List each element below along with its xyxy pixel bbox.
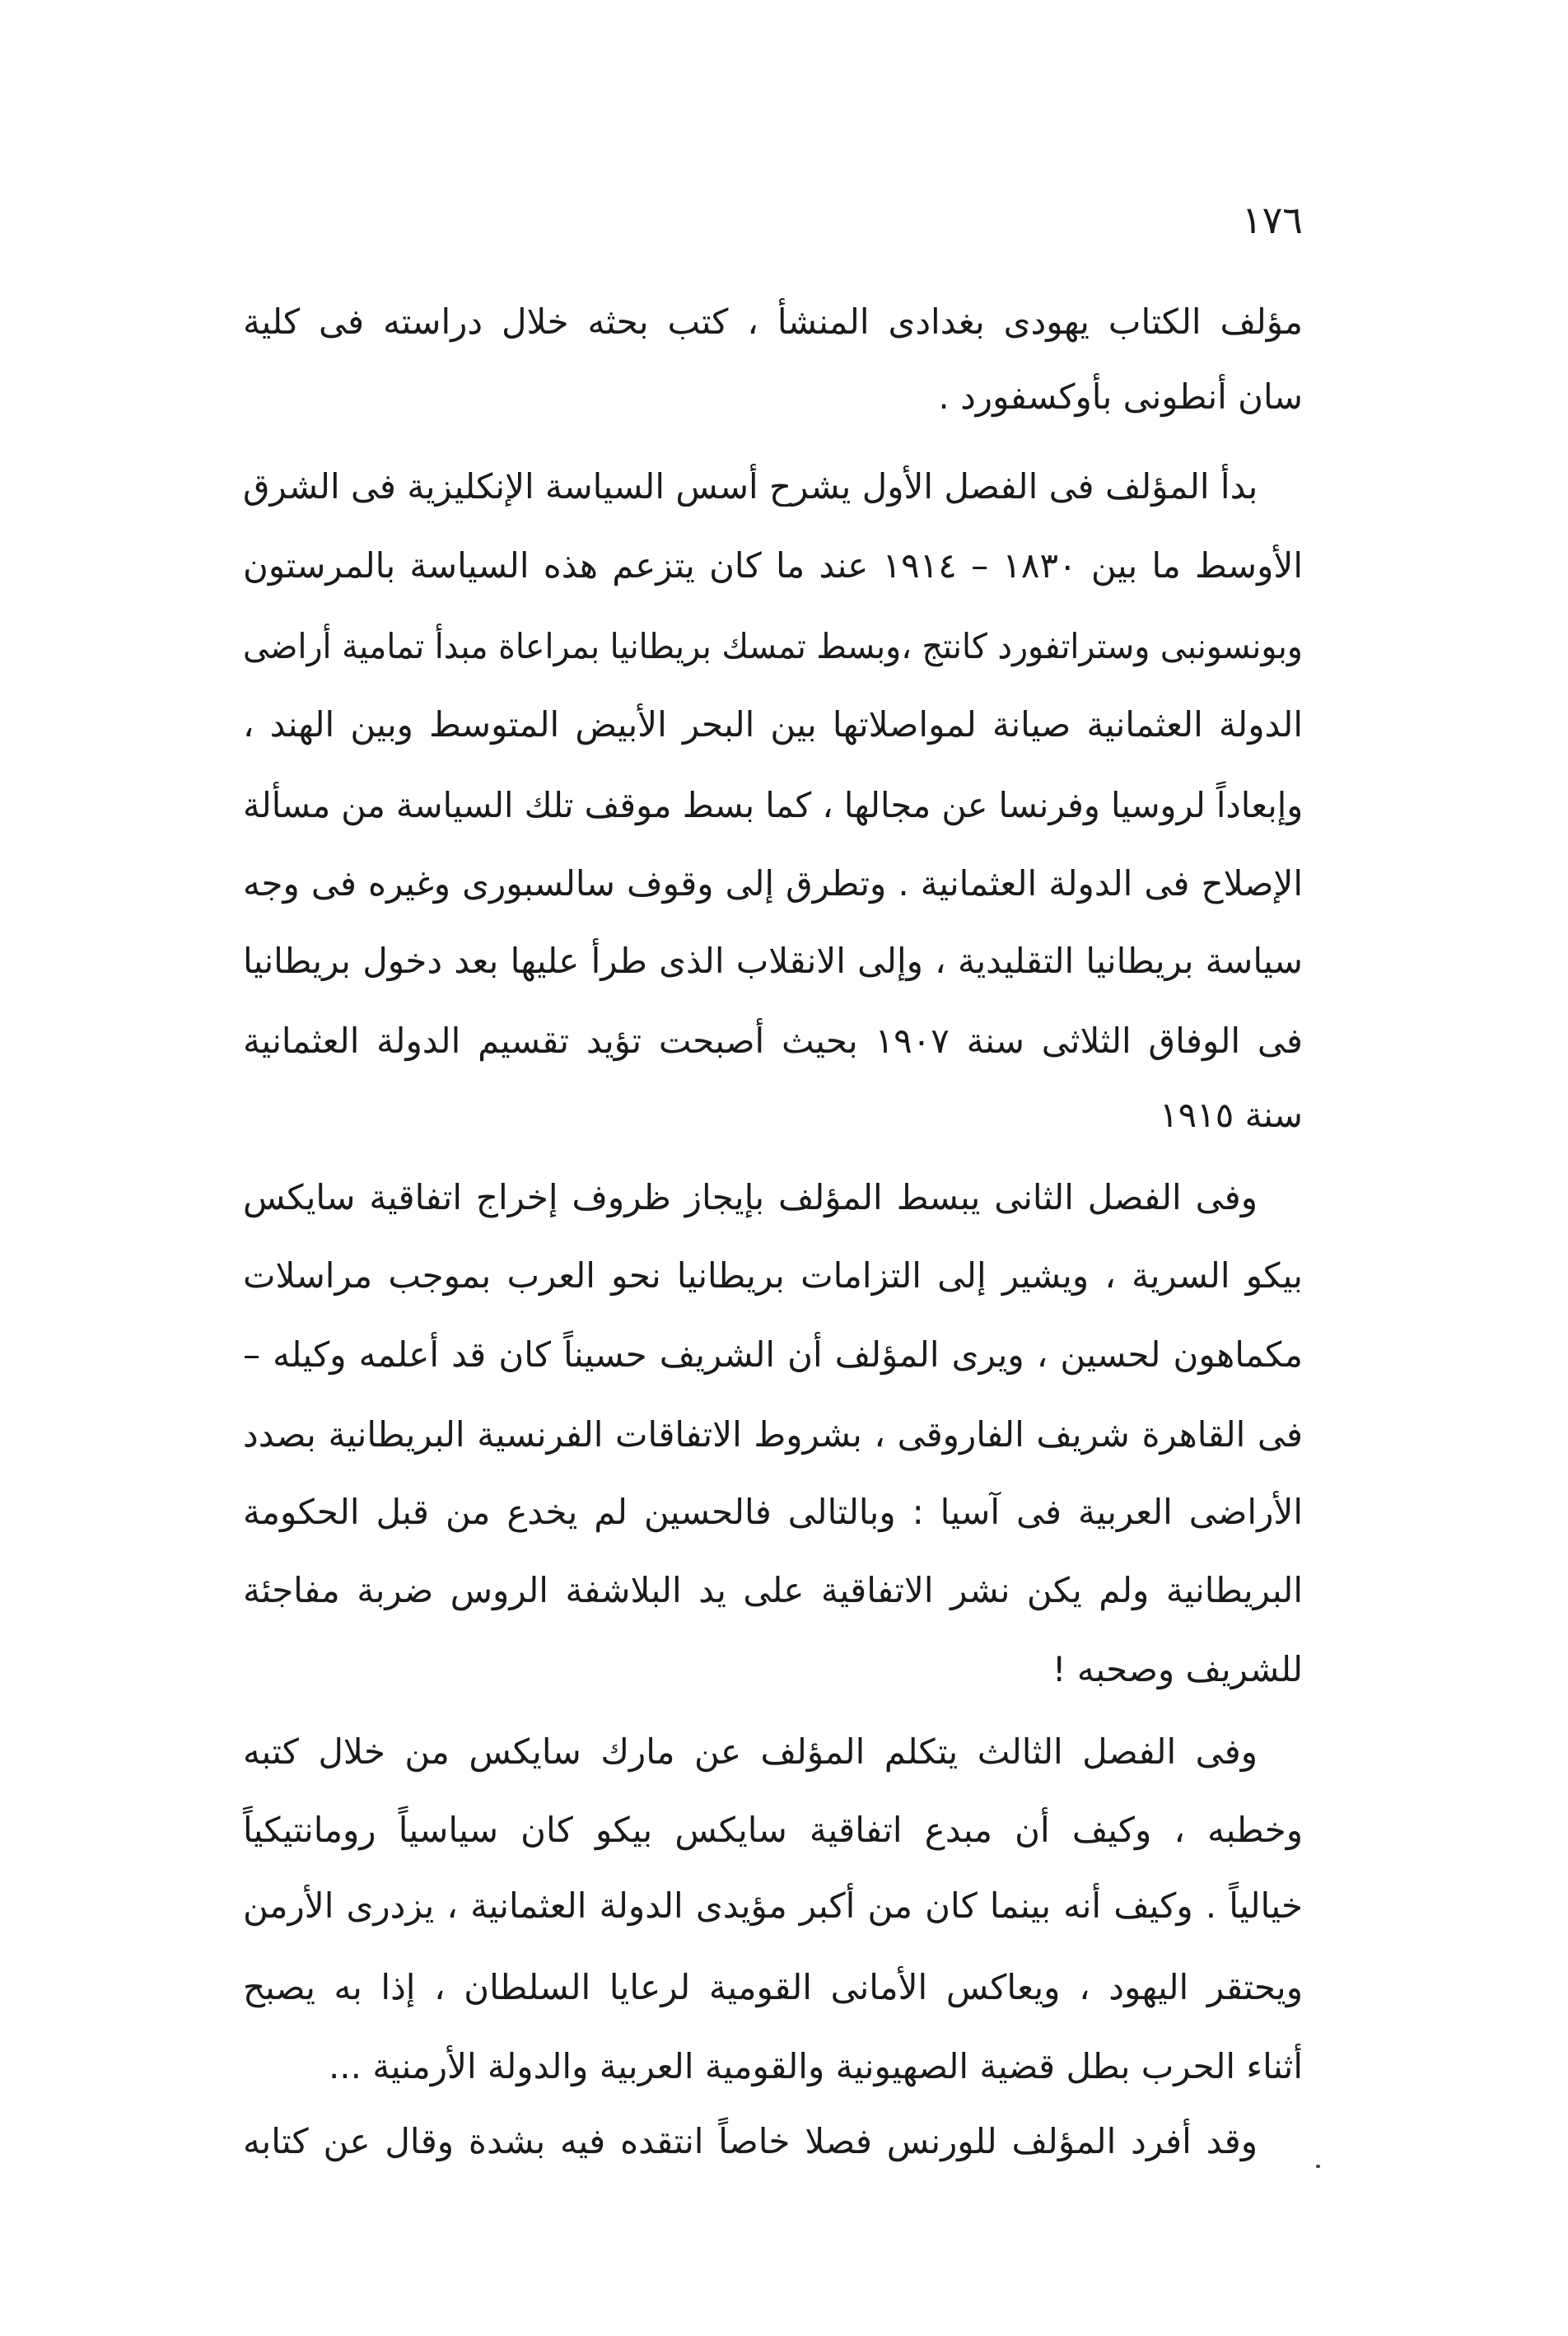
paragraph-1-line bbox=[243, 285, 1303, 359]
line-text: سان أنطونى بأوكسفورد . bbox=[938, 376, 1303, 417]
paragraph-3-line bbox=[243, 1553, 1303, 1628]
paragraph-3-line bbox=[243, 1633, 1303, 1707]
line-text: البريطانية ولم يكن نشر الاتفاقية على يد البلاشفة الروس ضربة مفاجئة bbox=[243, 1570, 1303, 1610]
paragraph-2-line bbox=[243, 1078, 1303, 1152]
line-text: ويحتقر اليهود ، ويعاكس الأمانى القومية لرعايا السلطان ، إذا به يصبح bbox=[243, 1967, 1303, 2007]
paragraph-3-line bbox=[243, 1475, 1303, 1549]
paragraph-3-line bbox=[243, 1161, 1258, 1235]
paragraph-4-line bbox=[243, 2030, 1303, 2104]
paragraph-4-line bbox=[243, 1793, 1303, 1867]
line-text: وفى الفصل الثانى يبسط المؤلف بإيجاز ظروف إخراج اتفاقية سايكس bbox=[243, 1177, 1258, 1217]
line-text: الأوسط ما بين ١٨٣٠ – ١٩١٤ عند ما كان يتزعم هذه السياسة بالمرستون bbox=[243, 545, 1304, 586]
paragraph-4-line bbox=[243, 1951, 1303, 2025]
paragraph-4-line bbox=[243, 1869, 1303, 1943]
paragraph-3-line bbox=[243, 1318, 1303, 1392]
line-text: سنة ١٩١٥ bbox=[1160, 1095, 1303, 1135]
line-text: فى الوفاق الثلاثى سنة ١٩٠٧ بحيث أصبحت تؤيد تقسيم الدولة العثمانية bbox=[243, 1021, 1303, 1061]
paragraph-5-line bbox=[243, 2105, 1258, 2179]
paragraph-3-line bbox=[243, 1398, 1303, 1472]
line-text: للشريف وصحبه ! bbox=[1052, 1649, 1303, 1689]
line-text: أثناء الحرب بطل قضية الصهيونية والقومية العربية والدولة الأرمنية ... bbox=[328, 2046, 1303, 2086]
paragraph-2-line bbox=[243, 924, 1303, 998]
line-text: سياسة بريطانيا التقليدية ، وإلى الانقلاب الذى طرأ عليها بعد دخول بريطانيا bbox=[243, 941, 1303, 981]
paragraph-2-line bbox=[243, 769, 1303, 843]
line-text: خيالياً . وكيف أنه بينما كان من أكبر مؤيدى الدولة العثمانية ، يزدرى الأرمن bbox=[243, 1885, 1303, 1926]
line-text: وخطبه ، وكيف أن مبدع اتفاقية سايكس بيكو كان سياسياً رومانتيكياً bbox=[243, 1810, 1303, 1850]
line-text: فى القاهرة شريف الفاروقى ، بشروط الاتفاقات الفرنسية البريطانية بصدد bbox=[243, 1414, 1303, 1455]
paragraph-2-line bbox=[243, 529, 1303, 603]
line-text: مكماهون لحسين ، ويرى المؤلف أن الشريف حسيناً كان قد أعلمه وكيله – bbox=[243, 1334, 1303, 1375]
paragraph-2-line bbox=[243, 450, 1258, 524]
paragraph-2-line bbox=[243, 688, 1303, 762]
line-text: وإبعاداً لروسيا وفرنسا عن مجالها ، كما بسط موقف تلك السياسة من مسألة bbox=[242, 785, 1303, 825]
line-text: مؤلف الكتاب يهودى بغدادى المنشأ ، كتب بحثه خلال دراسته فى كلية bbox=[243, 301, 1303, 342]
line-text: الدولة العثمانية صيانة لمواصلاتها بين البحر الأبيض المتوسط وبين الهند ، bbox=[243, 704, 1303, 745]
line-text: وقد أفرد المؤلف للورنس فصلا خاصاً انتقده فيه بشدة وقال عن كتابه bbox=[243, 2121, 1258, 2161]
paragraph-3-line bbox=[243, 1239, 1303, 1313]
paragraph-4-line bbox=[243, 1715, 1258, 1789]
paragraph-2-line bbox=[243, 1004, 1303, 1078]
paragraph-2-line bbox=[243, 610, 1303, 684]
line-text: الأراضى العربية فى آسيا : وبالتالى فالحسين لم يخدع من قبل الحكومة bbox=[243, 1492, 1303, 1532]
line-text: بدأ المؤلف فى الفصل الأول يشرح أسس السياسة الإنكليزية فى الشرق bbox=[242, 466, 1258, 507]
line-text: بيكو السرية ، ويشير إلى التزامات بريطانيا نحو العرب بموجب مراسلات bbox=[243, 1255, 1303, 1296]
paragraph-2-line bbox=[243, 847, 1303, 921]
scan-speck bbox=[1316, 2165, 1320, 2168]
line-text: وبونسونبى وستراتفورد كانتج ،وبسط تمسك بريطانيا بمراعاة مبدأ تمامية أراضى bbox=[243, 626, 1303, 666]
page-number: ١٧٦ bbox=[1241, 198, 1303, 242]
paragraph-1-line bbox=[243, 360, 1303, 434]
line-text: الإصلاح فى الدولة العثمانية . وتطرق إلى وقوف سالسبورى وغيره فى وجه bbox=[243, 863, 1303, 904]
line-text: وفى الفصل الثالث يتكلم المؤلف عن مارك سايكس من خلال كتبه bbox=[243, 1731, 1258, 1772]
